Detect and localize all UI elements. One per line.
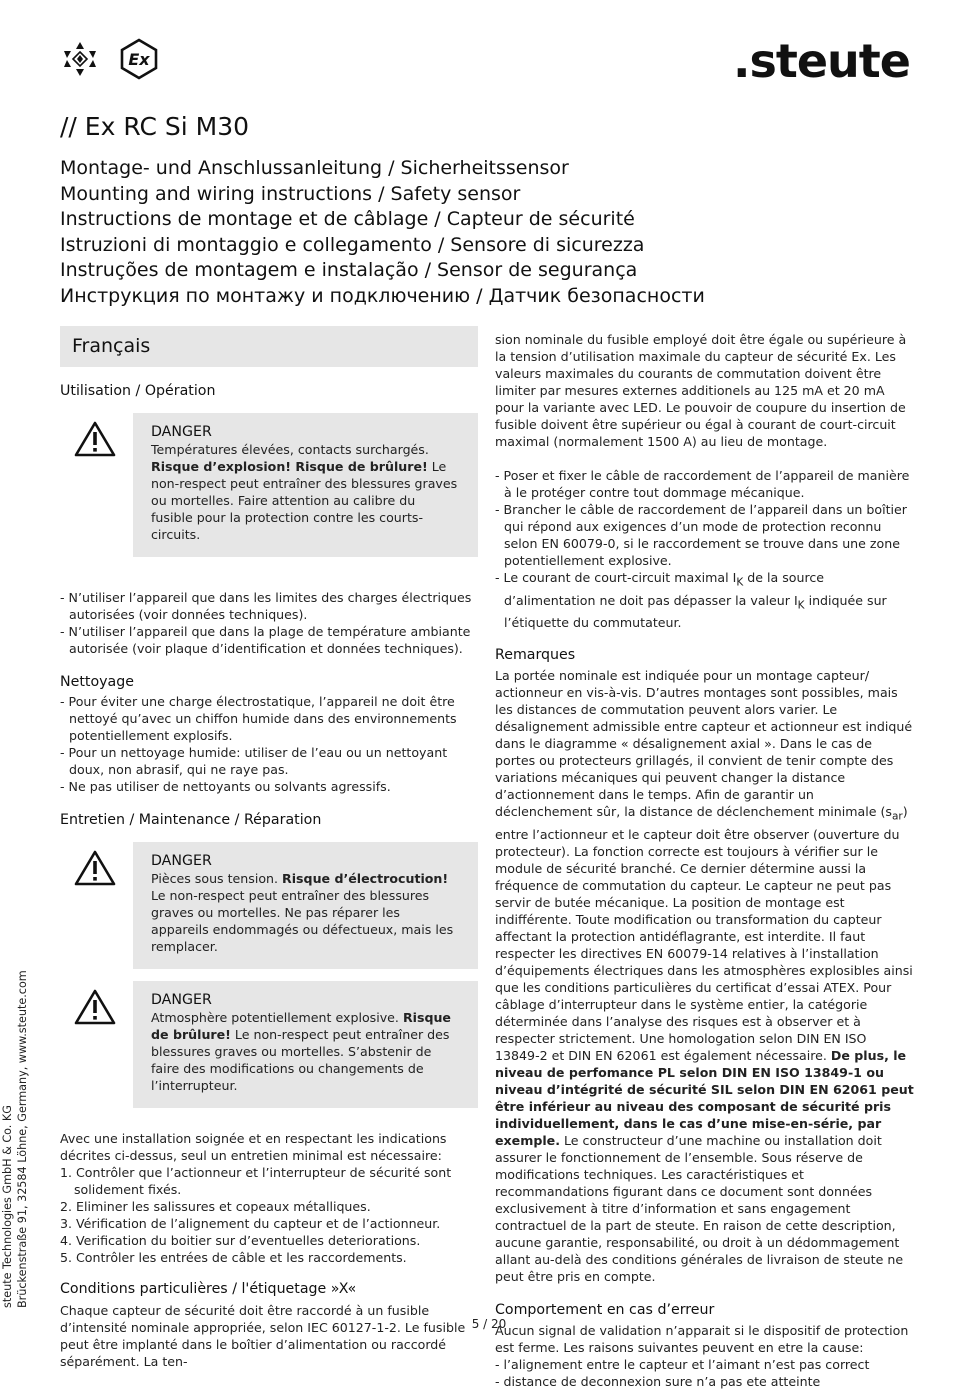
section-heading-utilisation: Utilisation / Opération <box>60 383 216 399</box>
company-name: steute Technologies GmbH & Co. KG <box>1 1105 14 1308</box>
company-street: Brückenstraße 91, 32584 Löhne, Germany, www.steute.com <box>16 970 29 1308</box>
danger-text: Atmosphère potentiellement explosive. Risque de brûlure! Le non-respect peut entraîner des blessures graves ou mortelles. S’abstenir de faire des modifications ou changements de l’interrupteur. <box>151 1010 451 1093</box>
danger-text: Pièces sous tension. Risque d’électrocution! Le non-respect peut entraîner des blessures graves ou mortelles. Ne pas réparer les appareils endommagés ou défectueux, mais les remplacer. <box>151 871 454 954</box>
danger-box-explosive <box>60 981 478 1108</box>
list-item: - N’utiliser l’appareil que dans les limites des charges électriques autorisées (voir données techniques). <box>60 590 472 622</box>
list-item: 3. Vérification de l’alignement du capteur et de l’actionneur. <box>60 1216 441 1231</box>
list-item: - Le courant de court-circuit maximal $I_K$ de la source d’alimentation ne doit pas dépasser la valeur $I_K$ indiquée sur l’étiquette du commutateur. <box>495 570 887 631</box>
subtitle-pt: Instruções de montagem e instalação / Sensor de segurança <box>60 259 638 282</box>
subtitle-ru: Инструкция по монтажу и подключению / Датчик безопасности <box>60 284 705 307</box>
danger-text: Températures élevées, contacts surchargés. Risque d’explosion! Risque de brûlure! Le non-respect peut entraîner des blessures graves ou mortelles. Faire attention au calibre du fusible pour la protection contre les courts-circuits. <box>151 442 458 542</box>
remarques-text: La portée nominale est indiquée pour un montage capteur/ actionneur en vis-à-vis. D’autres montages sont possibles, mais les distances de commutation peuvent alors varier. Le désalignement admissible entre capteur et actionneur est indiqué dans le diagramme « désalignement axial ». Dans le cas de portes ou protecteurs grillagés, il convient de tenir compte des variations mécaniques qui peuvent changer la distance d’actionnement dans le temps. Afin de garantir un déclenchement sûr, la distance de déclenchement minimale $(s_{ar})$ entre l’actionneur et le capteur doit être observer (ouverture du protecteur). La fonction correcte est toujours à vérifier sur le module de sécurité branché. Ce dernier détermine aussi la fréquence de commutation du capteur. Le capteur ne peut pas servir de butée mécanique. La position de montage est indifférente. Toute modification ou transformation du capteur affectant la protection antidéflagrante, est interdite. Il faut respecter les directives EN 60079-14 relatives à l’installation d’équipements électriques dans les atmosphères explosibles ainsi que les conditions particulières du certificat d’essai ATEX. Pour câblage d’interrupteur dans le système entier, la catégorie déterminée dans l’analyse des risques est à observer et à respecter strictement. Une homologation selon DIN EN ISO 13849-2 et DIN EN 62061 est également nécessaire. De plus, le niveau de perfomance PL selon DIN EN ISO 13849-1 ou niveau d’intégrité de sécurité SIL selon DIN EN 62061 peut être inférieur au niveau des composant de sécurité pris individuellement, dans le cas d’une mise-en-série, par exemple. Le constructeur d’une machine ou installation doit assurer le fonctionnement de l’ensemble. Sous réserve de modifications techniques. Les caractéristiques et recommandations figurant dans ce document sont données exclusivement à titre d’information et sans engagement contractuel de la part de steute. En raison de cette description, aucune garantie, responsabilité, ou droit à un dédommagement allant au-delà des conditions générales de livraison de steute ne peut être pris en compte. <box>495 668 914 1284</box>
danger-box-content <box>133 842 478 969</box>
danger-box-utilisation <box>60 413 478 557</box>
left-column <box>60 326 478 1370</box>
nettoyage-list <box>60 693 478 795</box>
erreur-list <box>495 1356 915 1390</box>
subtitle-it: Istruzioni di montaggio e collegamento / Sensore di sicurezza <box>60 233 645 256</box>
subtitle-de: Montage- und Anschlussanleitung / Sicherheitssensor <box>60 157 569 179</box>
subtitle-list <box>60 156 705 310</box>
danger-box-electrocution <box>60 842 478 969</box>
atex-hexagon-icon <box>60 39 100 83</box>
erreur-text: Aucun signal de validation n’apparait si le dispositif de protection est ferme. Les raisons suivantes peuvent en etre la cause: <box>495 1322 909 1355</box>
section-heading-entretien: Entretien / Maintenance / Réparation <box>60 812 322 828</box>
installation-list <box>495 467 915 631</box>
list-item: 5. Contrôler les entrées de câble et les raccordements. <box>60 1250 407 1265</box>
list-item: - l’alignement entre le capteur et l’aimant n’est pas correct <box>495 1356 870 1372</box>
maintenance-steps <box>60 1164 478 1266</box>
conditions-text: Chaque capteur de sécurité doit être raccordé à un fusible d’intensité nominale appropriée, selon IEC 60127-1-2. Le fusible peut être implanté dans le boîtier d’alimentation ou raccordé séparément. La ten- <box>60 1303 466 1369</box>
list-item: 1. Contrôler que l’actionneur et l’interrupteur de sécurité sont solidement fixés. <box>60 1165 452 1197</box>
right-column <box>495 331 915 1390</box>
language-heading: Français <box>60 326 478 367</box>
subtitle-fr: Instructions de montage et de câblage / Capteur de sécurité <box>60 208 635 231</box>
section-heading-conditions: Conditions particulières / l'étiquetage »X« <box>60 1281 357 1297</box>
fuse-paragraph: sion nominale du fusible employé doit être égale ou supérieure à la tension d’utilisation maximale du capteur de sécurité Ex. Les valeurs maximales du courants de commutation doivent être limiter par mesures externes additionels au 125 mA et 20 mA pour la variante avec LED. Le pouvoir de coupure du insertion de fusible doivent être supérieur ou égal à courant de court-circuit maximal (normalement 1500 A) au lieu de montage. <box>495 332 907 449</box>
list-item: - Brancher le câble de raccordement de l’appareil dans un boîtier qui répond aux exigences d’un mode de protection reconnu selon EN 60079-0, si le raccordement se trouve dans une zone potentiellement explosive. <box>495 502 907 568</box>
section-heading-erreur: Comportement en cas d’erreur <box>495 1301 715 1318</box>
list-item: - distance de deconnexion sure n’a pas ete atteinte <box>495 1373 821 1389</box>
ex-mark-icon <box>118 38 160 84</box>
list-item: 4. Verification du boitier sur d’eventuelles deteriorations. <box>60 1233 421 1248</box>
brand-logo: .steute <box>733 34 910 88</box>
list-item: - Pour éviter une charge électrostatique, l’appareil ne doit être nettoyé qu’avec un chiffon humide dans des environnements potentiellement explosifs. <box>60 694 457 743</box>
list-item: 2. Eliminer les salissures et copeaux métalliques. <box>60 1199 371 1214</box>
subtitle-en: Mounting and wiring instructions / Safety sensor <box>60 182 521 205</box>
list-item: - Pour un nettoyage humide: utiliser de l’eau ou un nettoyant doux, non abrasif, qui ne raye pas. <box>60 745 448 777</box>
utilisation-list <box>60 589 478 657</box>
list-item: - Ne pas utiliser de nettoyants ou solvants agressifs. <box>60 779 391 794</box>
danger-label: DANGER <box>151 992 212 1008</box>
maintenance-intro: Avec une installation soignée et en respectant les indications décrites ci-dessus, seul un entretien minimal est nécessaire: <box>60 1131 447 1163</box>
danger-label: DANGER <box>151 424 212 440</box>
certification-logos <box>60 38 160 84</box>
warning-icon <box>60 413 133 557</box>
ex-mark-text: Ex <box>128 50 150 69</box>
danger-box-content <box>133 413 478 557</box>
page-number: 5 / 20 <box>471 1317 507 1331</box>
list-item: - Poser et fixer le câble de raccordement de l’appareil de manière à le protéger contre tout dommage mécanique. <box>495 468 910 500</box>
warning-icon <box>60 981 133 1108</box>
warning-icon <box>60 842 133 969</box>
section-heading-remarques: Remarques <box>495 647 576 664</box>
company-address <box>0 970 30 1308</box>
section-heading-nettoyage: Nettoyage <box>60 674 134 690</box>
danger-label: DANGER <box>151 853 212 869</box>
list-item: - N’utiliser l’appareil que dans la plage de température ambiante autorisée (voir plaque d’identification et données techniques). <box>60 624 471 656</box>
danger-box-content <box>133 981 478 1108</box>
document-title: // Ex RC Si M30 <box>60 112 250 141</box>
